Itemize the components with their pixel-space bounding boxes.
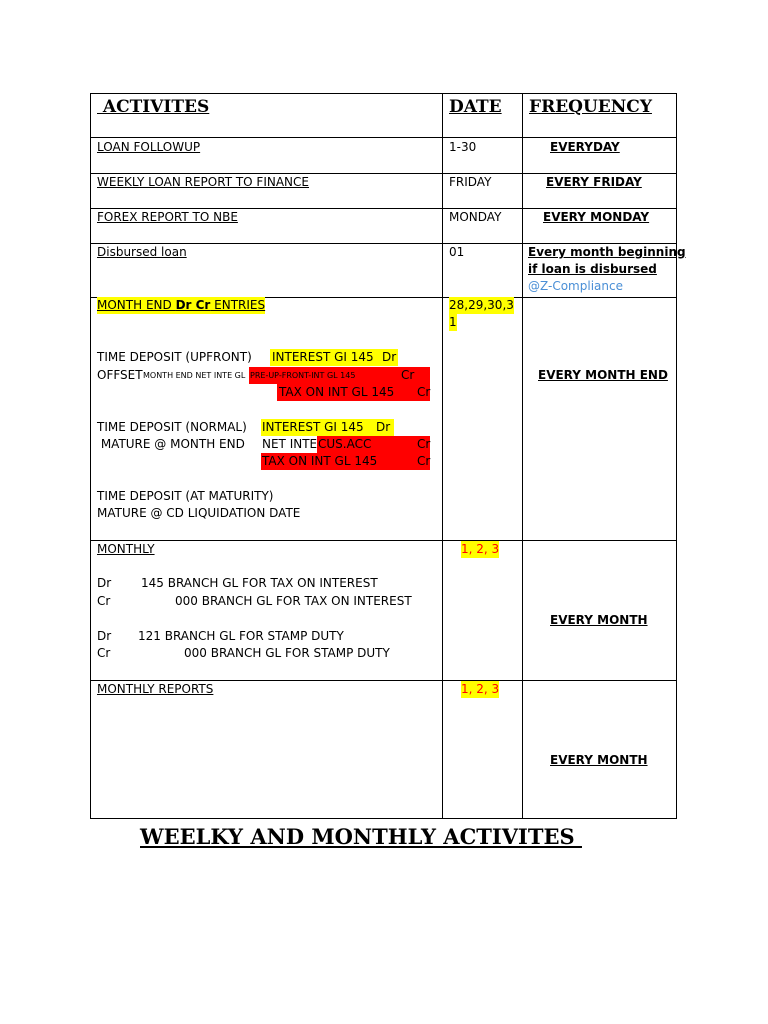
upfront-label: TIME DEPOSIT (UPFRONT) [97,350,252,364]
frequency-weekly-report: EVERY FRIDAY [546,175,642,189]
document-title: WEELKY AND MONTHLY ACTIVITES [140,824,582,849]
frequency-disbursed-line1: Every month beginning [528,245,686,259]
date-month-end-line1: 28,29,30,3 [449,298,514,312]
monthly-entry-3-side: Dr [97,629,112,643]
monthly-entry-2-text: 000 BRANCH GL FOR TAX ON INTEREST [175,594,412,608]
monthly-entry-3-text: 121 BRANCH GL FOR STAMP DUTY [138,629,344,643]
date-month-end-line2: 1 [449,315,457,329]
column-divider [522,94,523,818]
monthly-entry-1-side: Dr [97,576,112,590]
monthly-entry-1-text: 145 BRANCH GL FOR TAX ON INTEREST [141,576,378,590]
frequency-monthly: EVERY MONTH [550,613,648,627]
offset-label: OFFSET [97,368,143,382]
offset-month-end-note: MONTH END NET INTE GL [143,371,246,380]
normal-tax-cr: Cr [417,454,431,468]
date-monthly-reports: 1, 2, 3 [461,682,500,696]
normal-label: TIME DEPOSIT (NORMAL) [97,420,247,434]
frequency-forex-report: EVERY MONDAY [543,210,650,224]
normal-mature: MATURE @ MONTH END [97,437,245,451]
frequency-month-end: EVERY MONTH END [538,368,668,382]
normal-dr: Dr [376,420,391,434]
activities-table [90,93,686,819]
mention-z-compliance[interactable]: @Z-Compliance [528,279,623,293]
activity-month-end [97,297,265,314]
activity-forex-report: FOREX REPORT TO NBE [97,210,238,224]
offset-cr: Cr [401,368,415,382]
activity-weekly-report: WEEKLY LOAN REPORT TO FINANCE [97,175,309,189]
date-disbursed-loan: 01 [449,245,465,259]
row-divider [91,137,676,138]
header-date: DATE [449,97,502,117]
monthly-entry-4-side: Cr [97,646,111,660]
date-loan-followup: 1-30 [449,140,477,154]
normal-tax: TAX ON INT GL 145 [262,454,378,468]
date-forex-report: MONDAY [449,210,502,224]
column-divider [442,94,443,818]
header-frequency: FREQUENCY [529,97,652,117]
month-end-drcr: Dr Cr [175,298,211,312]
offset-pre-upfront: PRE-UP-FRONT-INT GL 145 [250,371,356,380]
date-weekly-report: FRIDAY [449,175,492,189]
maturity-label: TIME DEPOSIT (AT MATURITY) [97,489,274,503]
normal-interest: INTEREST GI 145 [262,420,364,434]
upfront-tax-cr: Cr [417,385,431,399]
month-end-prefix: MONTH END [97,298,176,312]
frequency-loan-followup: EVERYDAY [550,140,620,154]
upfront-dr: Dr [382,350,397,364]
maturity-line: MATURE @ CD LIQUIDATION DATE [97,506,301,520]
activity-loan-followup: LOAN FOLLOWUP [97,140,201,154]
date-monthly: 1, 2, 3 [461,542,500,556]
activity-disbursed-loan: Disbursed loan [97,245,187,259]
row-divider [91,540,676,541]
upfront-tax: TAX ON INT GL 145 [279,385,395,399]
header-activities: ACTIVITES [97,97,210,117]
upfront-interest: INTEREST GI 145 [272,350,374,364]
monthly-entry-4-text: 000 BRANCH GL FOR STAMP DUTY [184,646,390,660]
normal-cus-acc: CUS.ACC [318,437,372,451]
frequency-disbursed-line2: if loan is disbursed [528,262,657,276]
normal-cus-cr: Cr [417,437,431,451]
monthly-entry-2-side: Cr [97,594,111,608]
activity-monthly-reports: MONTHLY REPORTS [97,682,214,696]
activity-monthly: MONTHLY [97,542,155,556]
month-end-suffix: ENTRIES [210,298,266,312]
normal-net-inte: NET INTE [262,437,318,451]
frequency-monthly-reports: EVERY MONTH [550,753,648,767]
